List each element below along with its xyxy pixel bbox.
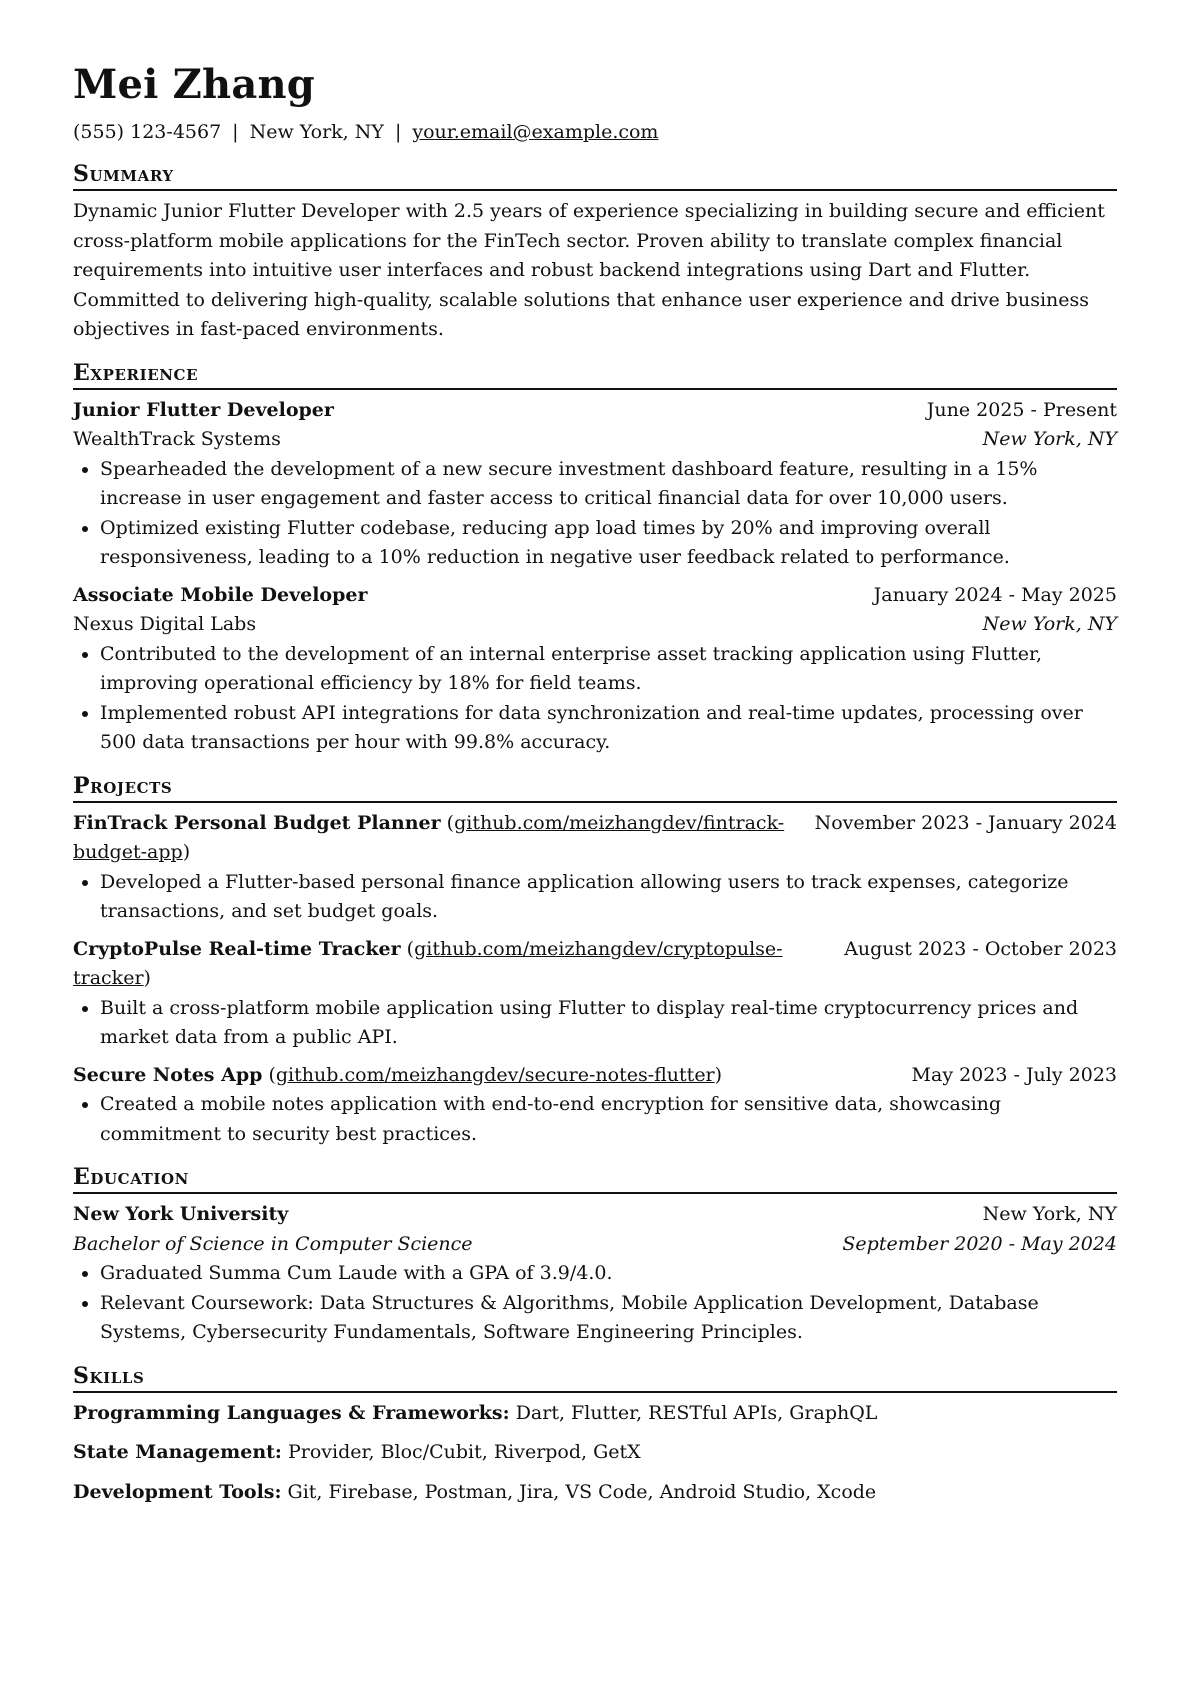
project-link[interactable]: github.com/meizhangdev/cryptopulse-tracker <box>73 937 783 989</box>
bullet-item: • Contributed to the development of an internal enterprise asset tracking application using Flutter, improving operational efficiency by 18% for field teams. <box>100 640 1117 699</box>
project-link[interactable]: github.com/meizhangdev/fintrack-budget-app <box>73 811 785 863</box>
job-role: Associate Mobile Developer <box>73 583 368 606</box>
project-name: FinTrack Personal Budget Planner <box>73 811 441 834</box>
location: New York, NY <box>249 121 384 143</box>
skill-label: Development Tools: <box>73 1480 282 1503</box>
project-dates: November 2023 - January 2024 <box>814 811 1117 834</box>
contact-line <box>73 118 1117 146</box>
project-entry: May 2023 - July 2023 Secure Notes App (github.com/meizhangdev/secure-notes-flutter) • Created a mobile notes application with end-to-end encryption for sensitive data, showcasing commitment to security best practices. <box>73 1061 1117 1150</box>
skill-line <box>73 1399 1117 1429</box>
education-entry <box>73 1200 1117 1348</box>
project-link[interactable]: github.com/meizhangdev/secure-notes-flutter <box>275 1063 715 1086</box>
project-entry: November 2023 - January 2024 FinTrack Personal Budget Planner (github.com/meizhangdev/fintrack-budget-app) • Developed a Flutter-based personal finance application allowing users to track expenses, categorize transactions, and set budget goals. <box>73 809 1117 927</box>
project-entry: August 2023 - October 2023 CryptoPulse Real-time Tracker (github.com/meizhangdev/cryptopulse-tracker) • Built a cross-platform mobile application using Flutter to display real-time cryptocurrency prices and market data from a public API. <box>73 935 1117 1053</box>
skill-value: Provider, Bloc/Cubit, Riverpod, GetX <box>287 1441 641 1463</box>
project-dates: August 2023 - October 2023 <box>844 937 1117 960</box>
skill-line <box>73 1438 1117 1468</box>
bullet-item: • Built a cross-platform mobile application using Flutter to display real-time cryptocurrency prices and market data from a public API. <box>100 994 1117 1053</box>
job-dates: June 2025 - Present <box>926 398 1117 421</box>
section-title-skills: Skills <box>73 1362 1117 1393</box>
experience-section <box>73 359 1117 758</box>
summary-section <box>73 160 1117 345</box>
project-bullets <box>73 994 1117 1053</box>
project-bullets <box>73 1090 1117 1149</box>
education-dates: September 2020 - May 2024 <box>842 1232 1117 1255</box>
candidate-name: Mei Zhang <box>73 61 315 108</box>
bullet-item: • Developed a Flutter-based personal finance application allowing users to track expenses, categorize transactions, and set budget goals. <box>100 868 1117 927</box>
project-dates: May 2023 - July 2023 <box>911 1063 1117 1086</box>
skill-label: State Management: <box>73 1441 282 1463</box>
section-title-experience: Experience <box>73 359 1117 390</box>
bullet-item: • Relevant Coursework: Data Structures & Algorithms, Mobile Application Development, Database Systems, Cybersecurity Fundamentals, Software Engineering Principles. <box>100 1289 1117 1348</box>
school-name: New York University <box>73 1203 289 1225</box>
section-title-summary: Summary <box>73 160 1117 191</box>
project-bullets <box>73 868 1117 927</box>
job-dates: January 2024 - May 2025 <box>873 583 1117 606</box>
summary-text: Dynamic Junior Flutter Developer with 2.5 years of experience specializing in building secure and efficient cross-platform mobile applications for the FinTech sector. Proven ability to translate complex financial requirements into intuitive user interfaces and robust backend integrations using Dart and Flutter. Committed to delivering high-quality, scalable solutions that enhance user experience and drive business objectives in fast-paced environments. <box>73 200 1105 340</box>
project-name: CryptoPulse Real-time Tracker <box>73 937 401 960</box>
job-entry <box>73 581 1117 758</box>
job-bullets <box>73 640 1117 758</box>
bullet-item: • Spearheaded the development of a new secure investment dashboard feature, resulting in a 15% increase in user engagement and faster access to critical financial data for over 10,000 users. <box>100 455 1117 514</box>
projects-section <box>73 772 1117 1150</box>
section-title-education: Education <box>73 1163 1117 1194</box>
job-role: Junior Flutter Developer <box>73 398 334 421</box>
bullet-item: • Optimized existing Flutter codebase, reducing app load times by 20% and improving overall responsiveness, leading to a 10% reduction in negative user feedback related to performance. <box>100 514 1117 573</box>
education-section <box>73 1163 1117 1348</box>
education-bullets <box>73 1259 1117 1348</box>
project-name: Secure Notes App <box>73 1063 263 1086</box>
skills-section <box>73 1362 1117 1508</box>
bullet-item: • Graduated Summa Cum Laude with a GPA of 3.9/4.0. <box>100 1259 1117 1289</box>
school-location: New York, NY <box>982 1203 1117 1225</box>
email-link[interactable]: your.email@example.com <box>412 121 659 143</box>
skill-value: Dart, Flutter, RESTful APIs, GraphQL <box>515 1401 878 1424</box>
separator: | <box>394 121 402 143</box>
job-location: New York, NY <box>982 428 1117 450</box>
bullet-item: • Created a mobile notes application with end-to-end encryption for sensitive data, showcasing commitment to security best practices. <box>100 1090 1117 1149</box>
degree: Bachelor of Science in Computer Science <box>73 1232 473 1255</box>
phone: (555) 123-4567 <box>73 121 222 143</box>
job-location: New York, NY <box>982 613 1117 635</box>
bullet-item: • Implemented robust API integrations for data synchronization and real-time updates, processing over 500 data transactions per hour with 99.8% accuracy. <box>100 699 1117 758</box>
job-entry <box>73 396 1117 573</box>
job-company: Nexus Digital Labs <box>73 613 257 635</box>
section-title-projects: Projects <box>73 772 1117 803</box>
separator: | <box>232 121 239 143</box>
skill-value: Git, Firebase, Postman, Jira, VS Code, Android Studio, Xcode <box>287 1480 877 1503</box>
job-bullets <box>73 455 1117 573</box>
job-company: WealthTrack Systems <box>73 428 281 450</box>
skill-label: Programming Languages & Frameworks: <box>73 1401 510 1424</box>
skill-line <box>73 1478 1117 1508</box>
